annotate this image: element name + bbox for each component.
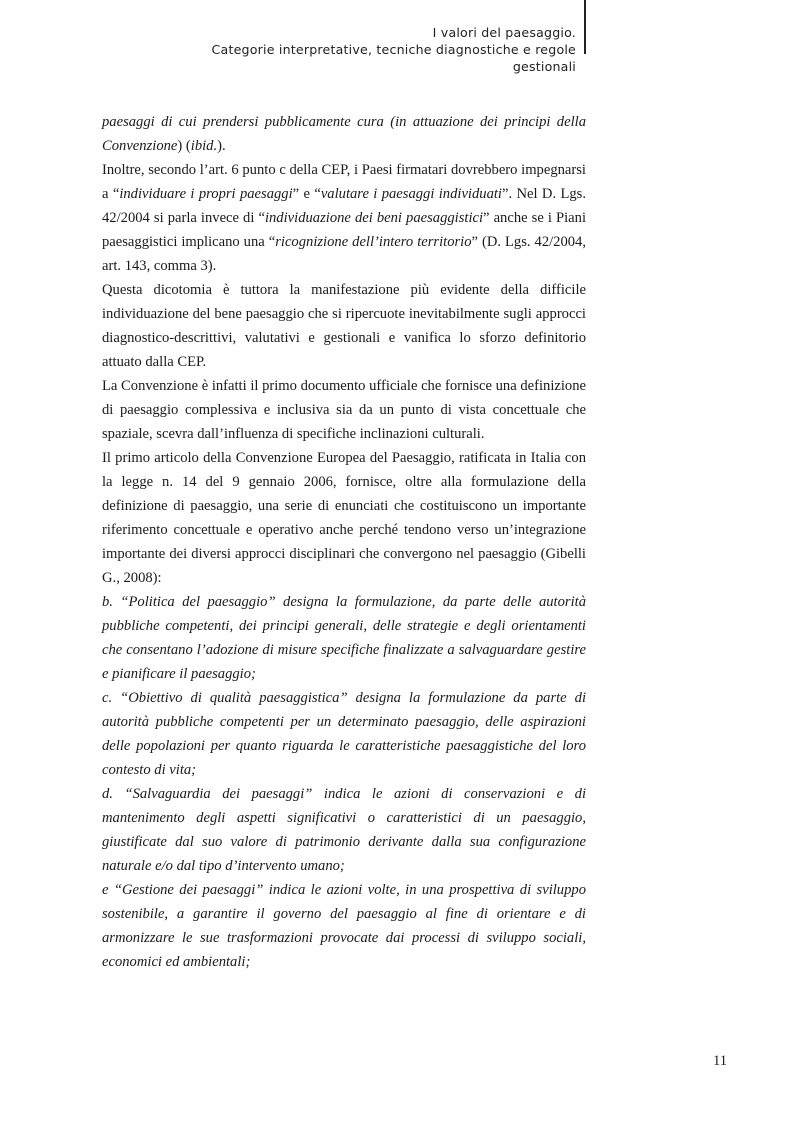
page-number: 11: [712, 1053, 727, 1069]
text-run: ” anche se i Piani paesaggistici implicano una “: [102, 210, 587, 250]
paragraph: [102, 110, 586, 158]
text-run: ” (D. Lgs. 42/2004, art. 143, comma 3).: [102, 234, 587, 274]
italic-text: individuazione dei beni paesaggistici: [264, 210, 484, 226]
text-run: ) (: [177, 138, 191, 154]
paragraph: [102, 686, 586, 782]
text-run: La Convenzione è infatti il primo documento ufficiale che fornisce una definizione di paesaggio complessiva e inclusiva sia da un punto di vista concettuale che spaziale, scevra dall’influenza di specifiche inclinazioni culturali.: [102, 378, 586, 442]
paragraph: [102, 878, 586, 974]
running-header-subtitle: Categorie interpretative, tecniche diagnostiche e regole gestionali: [211, 42, 576, 74]
text-run: Inoltre, secondo l’art. 6 punto c della CEP, i Paesi firmatari dovrebbero impegnarsi a “: [102, 162, 586, 202]
italic-text: ibid.: [190, 138, 218, 154]
italic-text: d. “Salvaguardia dei paesaggi” indica le azioni di conservazioni e di mantenimento degli aspetti significativi o caratteristici di un paesaggio, giustificate dal suo valore di patrimonio derivante dalla sua configurazione naturale e/o dal tipo d’intervento umano;: [102, 786, 586, 874]
italic-text: c. “Obiettivo di qualità paesaggistica” designa la formulazione da parte di autorità pubbliche competenti per un determinato paesaggio, delle aspirazioni delle popolazioni per quanto riguarda le caratteristiche paesaggistiche del loro contesto di vita;: [102, 690, 586, 778]
body-text: [102, 110, 586, 974]
running-header: [156, 24, 576, 75]
text-run: ” e “: [292, 186, 321, 202]
italic-text: paesaggi di cui prendersi pubblicamente cura (in attuazione dei principi della Convenzione: [102, 114, 586, 154]
paragraph: [102, 158, 586, 278]
italic-text: individuare i propri paesaggi: [119, 186, 293, 202]
header-divider: [584, 0, 586, 54]
paragraph: [102, 782, 586, 878]
paragraph: [102, 446, 586, 590]
text-run: Questa dicotomia è tuttora la manifestazione più evidente della difficile individuazione del bene paesaggio che si ripercuote inevitabilmente sugli approcci diagnostico-descrittivi, valutativi e gestionali e vanifica lo sforzo definitorio attuato dalla CEP.: [102, 282, 586, 370]
running-header-title: I valori del paesaggio.: [432, 25, 576, 40]
text-run: Il primo articolo della Convenzione Europea del Paesaggio, ratificata in Italia con la legge n. 14 del 9 gennaio 2006, fornisce, oltre alla formulazione della definizione di paesaggio, una serie di enunciati che costituiscono un importante riferimento concettuale e operativo anche perché tendono verso un’integrazione importante dei diversi approcci disciplinari che convergono nel paesaggio (Gibelli G., 2008):: [102, 450, 586, 586]
italic-text: e “Gestione dei paesaggi” indica le azioni volte, in una prospettiva di sviluppo sostenibile, a garantire il governo del paesaggio al fine di orientare e di armonizzare le sue trasformazioni provocate dai processi di sviluppo sociali, economici ed ambientali;: [102, 882, 586, 970]
paragraph: [102, 374, 586, 446]
paragraph: [102, 590, 586, 686]
italic-text: ricognizione dell’intero territorio: [275, 234, 472, 250]
text-run: ).: [217, 138, 226, 154]
italic-text: valutare i paesaggi individuati: [320, 186, 502, 202]
paragraph: [102, 278, 586, 374]
text-run: ”. Nel D. Lgs. 42/2004 si parla invece di “: [102, 186, 587, 226]
italic-text: b. “Politica del paesaggio” designa la formulazione, da parte delle autorità pubbliche competenti, dei principi generali, delle strategie e degli orientamenti che consentano l’adozione di misure specifiche finalizzate a salvaguardare gestire e pianificare il paesaggio;: [102, 594, 586, 682]
